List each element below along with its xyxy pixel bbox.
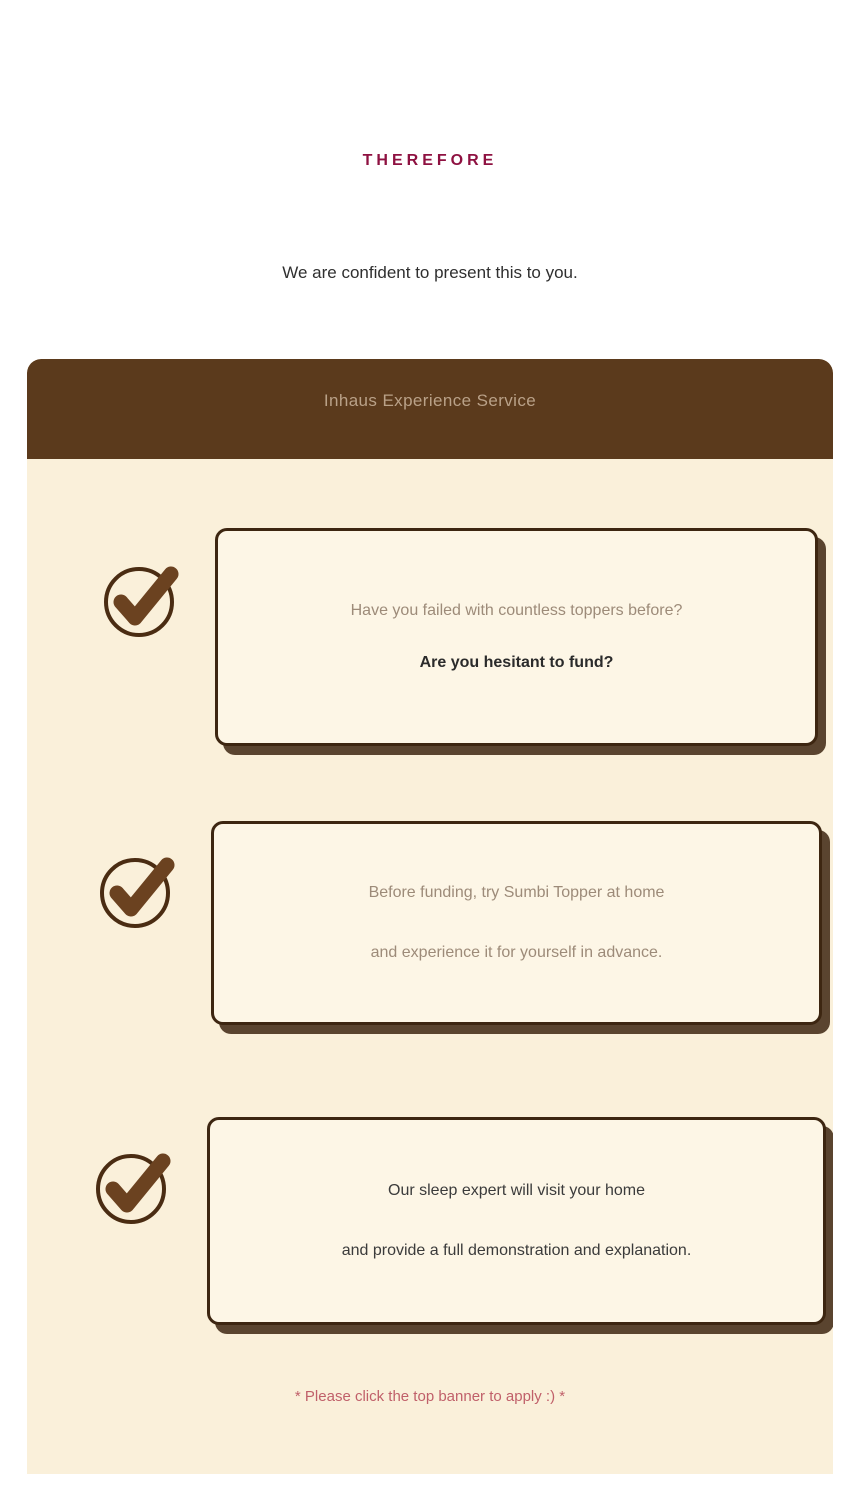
footnote: * Please click the top banner to apply :) * (294, 1388, 566, 1405)
message-card (211, 821, 822, 1025)
card-line: Before funding, try Sumbi Topper at home (368, 884, 665, 901)
check-mark-icon (95, 849, 179, 933)
card-line: Our sleep expert will visit your home (388, 1182, 645, 1199)
check-mark-icon (99, 558, 183, 642)
page-lede: We are confident to present this to you. (282, 263, 578, 282)
card-line: Have you failed with countless toppers before? (350, 602, 683, 619)
page-eyebrow: THEREFORE (362, 152, 498, 169)
card-line: Are you hesitant to fund? (419, 654, 614, 671)
message-card (215, 528, 818, 746)
card-line: and experience it for yourself in advance. (370, 944, 663, 961)
check-mark-icon (91, 1145, 175, 1229)
top-banner[interactable] (27, 359, 833, 459)
message-card (207, 1117, 826, 1325)
card-line: and provide a full demonstration and explanation. (341, 1242, 692, 1259)
top-banner-title: Inhaus Experience Service (323, 391, 537, 410)
experience-service-panel (27, 359, 833, 1474)
